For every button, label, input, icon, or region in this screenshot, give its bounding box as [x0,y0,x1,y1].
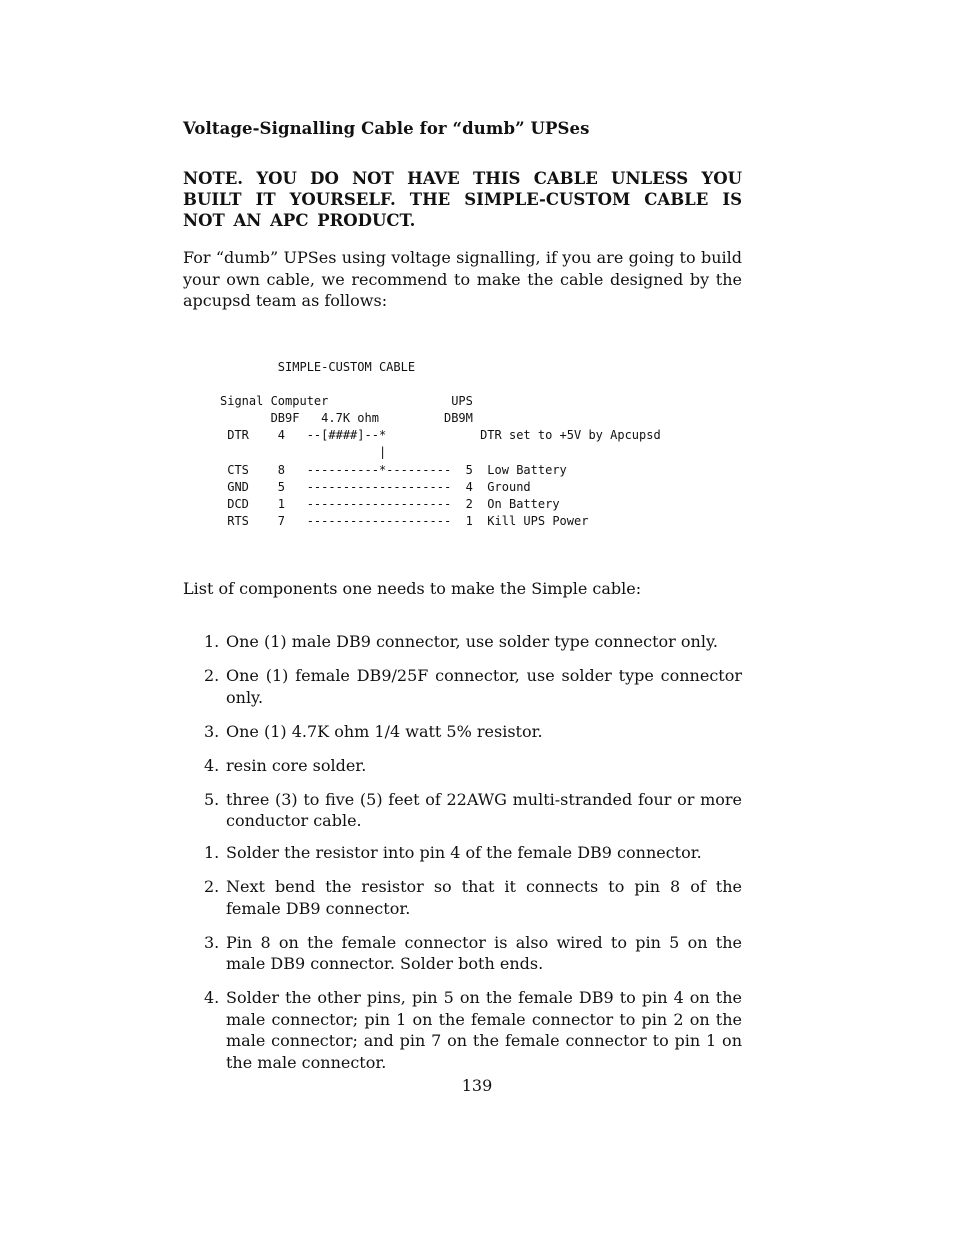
list-item [183,876,742,919]
item-number: 5. [204,789,220,809]
item-number: 3. [204,721,220,741]
item-text: One (1) 4.7K ohm 1/4 watt 5% resistor. [226,721,543,741]
page-number: 139 [461,1076,493,1095]
step-text: Next bend the resistor so that it connects to pin 8 of the female DB9 connector. [226,877,742,918]
step-number: 3. [204,932,220,952]
step-text: Pin 8 on the female connector is also wired to pin 5 on the male DB9 connector. Solder both ends. [226,932,742,973]
cable-wiring-diagram: SIMPLE-CUSTOM CABLE Signal Computer UPS DB9F 4.7K ohm DB9M DTR 4 --[####]--* DTR set to +5V by Apcupsd | CTS 8 ----------*--------- 5 Low Battery GND 5 -------------------- 4 Ground DCD 1 -------------------- 2 On Battery RTS 7 -------------------- 1 Kill UPS Power [220,360,661,528]
intro-paragraph: For “dumb” UPSes using voltage signalling, if you are going to build your own cable, we recommend to make the cable designed by the apcupsd team as follows: [183,248,742,310]
list-item [183,932,742,975]
list-item [183,755,742,777]
step-text: Solder the other pins, pin 5 on the female DB9 to pin 4 on the male connector; pin 1 on the female connector to pin 2 on the male connector; and pin 7 on the female connector to pin 1 on the male connector. [226,988,742,1072]
item-number: 4. [204,755,220,775]
item-number: 2. [204,666,220,685]
list-item [183,842,742,864]
step-number: 1. [204,843,220,862]
section-title: Voltage-Signalling Cable for “dumb” UPSes [183,119,590,138]
step-number: 4. [204,988,220,1007]
item-text: One (1) male DB9 connector, use solder type connector only. [226,632,718,651]
warning-note: NOTE. YOU DO NOT HAVE THIS CABLE UNLESS YOU BUILT IT YOURSELF. THE SIMPLE-CUSTOM CABLE IS NOT AN APC PRODUCT. [183,169,742,230]
list-item [183,665,742,708]
step-text: Solder the resistor into pin 4 of the female DB9 connector. [226,843,702,862]
components-list [183,631,742,844]
assembly-steps-list [183,842,742,1086]
list-item [183,721,742,743]
step-number: 2. [204,877,220,896]
list-item [183,987,742,1073]
list-item [183,631,742,653]
item-text: resin core solder. [226,755,367,775]
item-text: One (1) female DB9/25F connector, use solder type connector only. [226,666,742,707]
item-text: three (3) to five (5) feet of 22AWG multi-stranded four or more conductor cable. [226,789,742,830]
item-number: 1. [204,632,220,651]
list-item [183,789,742,832]
components-intro: List of components one needs to make the Simple cable: [183,579,642,598]
